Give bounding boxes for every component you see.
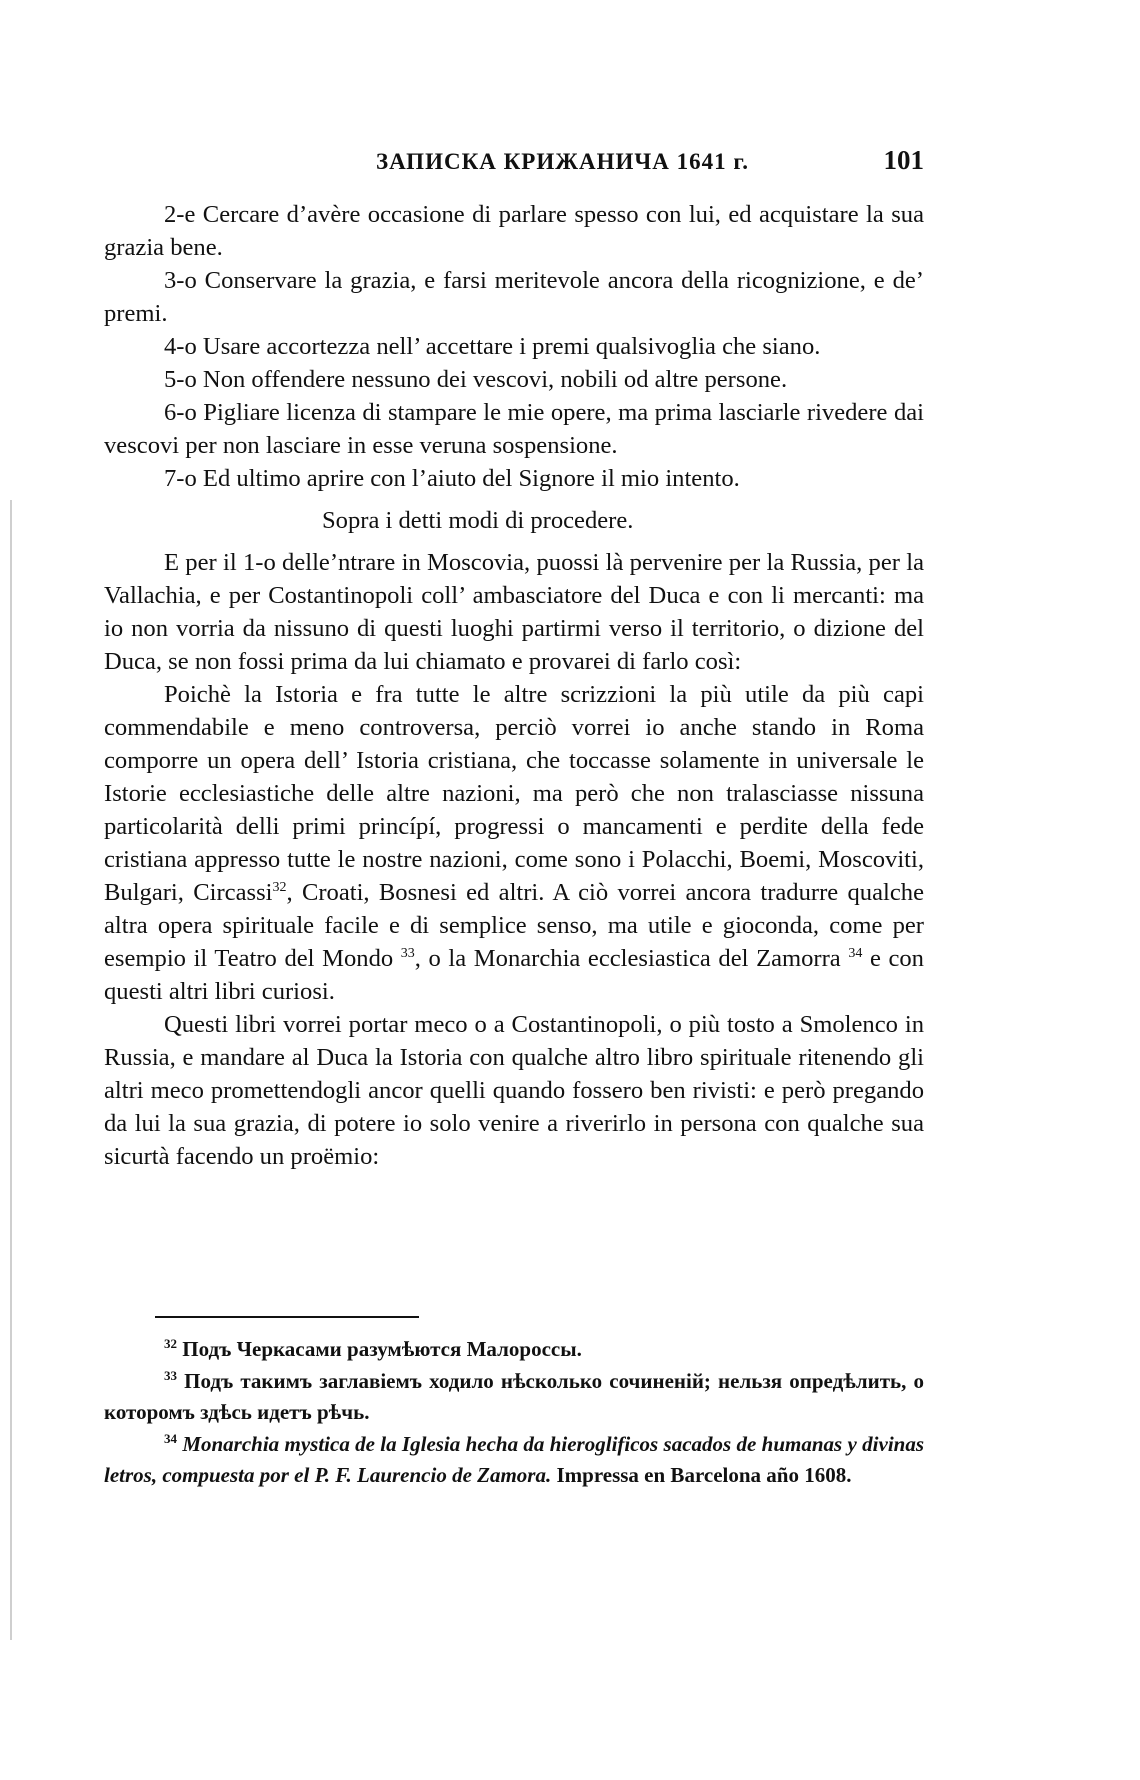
- section-title: Sopra i detti modi di procedere.: [322, 507, 634, 534]
- paragraph: [104, 678, 924, 1008]
- footnote-reference: 33: [400, 945, 415, 961]
- list-item: 2-e Cercare d’avère occasione di parlare spesso con lui, ed acquistare la sua grazia bene.: [104, 201, 924, 261]
- paragraph: Questi libri vorrei portar meco o a Costantinopoli, o più tosto a Smolenco in Russia, e mandare al Duca la Istoria con qualche altro libro spirituale ritenendo gli altri meco promettendogli ancor quelli quando fossero ben rivisti: e però pregando da lui la sua grazia, di potere io solo venire a riverirlo in persona con qualche sua sicurtà facendo un proëmio:: [104, 1011, 924, 1170]
- footnote-italic-text: Monarchia mystica de la Iglesia hecha da hieroglificos sacados de humanas y divinas letros, compuesta por el P. F. Laurencio de Zamora.: [104, 1431, 925, 1487]
- paragraph-text: Poichè la Istoria e fra tutte le altre scrizzioni la più utile da più capi commendabile e meno controversa, perciò vorrei io anche stando in Roma comporre un opera dell’ Istoria cristiana, che toccasse solamente in universale le Istorie ecclesiastiche delle altre nazioni, ma però che non tralasciasse nissuna particolarità delli primi princípí, progressi o mancamenti e perdite della fede cristiana appresso tutte le nostre nazioni, come sono i Polacchi, Boemi, Moscoviti, Bulgari, Circassi: [104, 681, 924, 906]
- list-item: 3-o Conservare la grazia, e farsi meritevole ancora della ricognizione, e de’ premi.: [104, 267, 924, 327]
- paragraph-text: , Croati, Bosnesi ed altri. A ciò vorrei ancora tradurre qualche altra opera spirituale facile e di semplice senso, ma utile e gioconda, come per esempio il Teatro del Mondo: [104, 879, 924, 972]
- footnote: [104, 1334, 924, 1366]
- main-text: [104, 198, 924, 1173]
- page-number: 101: [883, 145, 924, 175]
- footnote: [104, 1429, 924, 1492]
- list-item: 4-o Usare accortezza nell’ accettare i premi qualsivoglia che siano.: [164, 333, 821, 360]
- footnote-reference: 32: [272, 879, 287, 895]
- list-item: 7-o Ed ultimo aprire con l’aiuto del Signore il mio intento.: [164, 465, 740, 492]
- footnote-marker: 34: [164, 1430, 177, 1446]
- list-item: 5-o Non offendere nessuno dei vescovi, nobili od altre persone.: [164, 366, 788, 393]
- footnote: [104, 1366, 924, 1429]
- footnote-text: Подъ такимъ заглавіемъ ходило нѣсколько сочиненій; нельзя опредѣлить, о которомъ здѣсь идетъ рѣчь.: [104, 1368, 924, 1424]
- paragraph: E per il 1-o delle’ntrare in Moscovia, puossi là pervenire per la Russia, per la Vallachia, e per Costantinopoli coll’ ambasciatore del Duca e con li mercanti: ma io non vorria da nissuno di questi luoghi partirmi verso il territorio, o dizione del Duca, se non fossi prima da lui chiamato e provarei di farlo così:: [104, 549, 924, 675]
- list-item: 6-o Pigliare licenza di stampare le mie opere, ma prima lasciarle rivedere dai vescovi per non lasciare in esse veruna sospensione.: [104, 399, 924, 459]
- footnote-text: Impressa en Barcelona año 1608.: [551, 1463, 852, 1487]
- footnote-text: Подъ Черкасами разумѣются Малороссы.: [182, 1337, 582, 1361]
- page-header: [104, 145, 924, 181]
- running-head: ЗАПИСКА КРИЖАНИЧА 1641 г.: [376, 149, 749, 174]
- binding-edge-line: [10, 500, 12, 1640]
- paragraph-text: , o la Monarchia ecclesiastica del Zamorra: [414, 945, 841, 972]
- footnote-marker: 33: [164, 1367, 177, 1383]
- paragraph-text: e con questi altri libri curiosi.: [104, 945, 924, 1005]
- footnotes: [104, 1334, 924, 1492]
- footnote-separator: [155, 1316, 419, 1318]
- footnote-marker: 32: [164, 1336, 177, 1351]
- footnote-reference: 34: [848, 945, 863, 961]
